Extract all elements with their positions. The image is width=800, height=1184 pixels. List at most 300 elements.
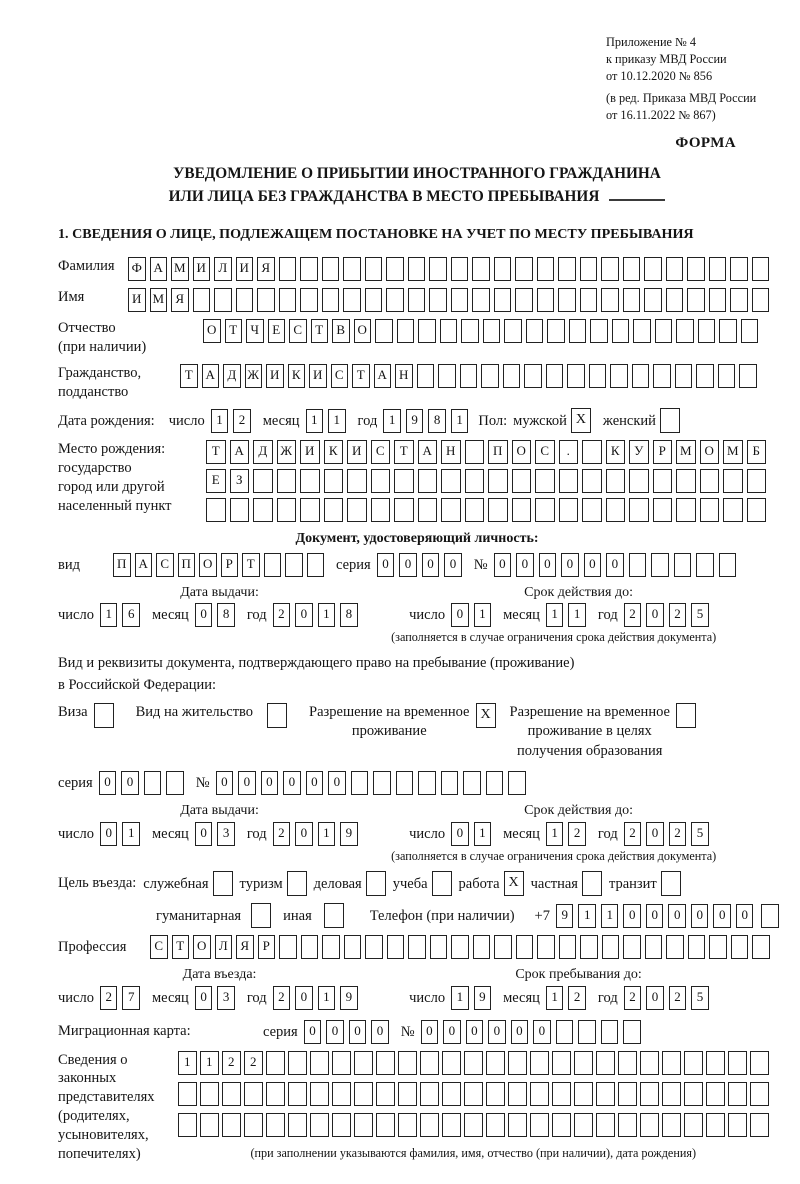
char-cell[interactable]: 0 — [444, 553, 462, 577]
char-cell[interactable]: 8 — [428, 409, 446, 433]
char-cell[interactable] — [222, 1082, 241, 1106]
char-cell[interactable] — [644, 257, 662, 281]
char-cell[interactable] — [512, 498, 532, 522]
char-cell[interactable] — [596, 1113, 615, 1137]
char-cell[interactable]: С — [371, 440, 391, 464]
char-cell[interactable]: 0 — [295, 603, 313, 627]
char-cell[interactable] — [375, 319, 393, 343]
char-cell[interactable] — [676, 498, 696, 522]
char-cell[interactable]: 2 — [273, 986, 291, 1010]
char-cell[interactable] — [386, 288, 404, 312]
char-cell[interactable]: 0 — [606, 553, 624, 577]
char-cell[interactable]: 0 — [451, 822, 469, 846]
char-cell[interactable]: 2 — [669, 822, 687, 846]
char-cell[interactable]: Т — [394, 440, 414, 464]
char-cell[interactable] — [418, 319, 436, 343]
char-cell[interactable] — [504, 319, 522, 343]
char-cell[interactable] — [387, 935, 405, 959]
char-cell[interactable]: 0 — [100, 822, 118, 846]
char-cell[interactable]: Я — [171, 288, 189, 312]
char-cell[interactable] — [417, 364, 435, 388]
char-cell[interactable] — [706, 1113, 725, 1137]
char-cell[interactable] — [559, 498, 579, 522]
char-cell[interactable] — [728, 1082, 747, 1106]
char-cell[interactable]: . — [559, 440, 579, 464]
char-cell[interactable] — [365, 935, 383, 959]
char-cell[interactable]: А — [374, 364, 392, 388]
char-cell[interactable] — [418, 498, 438, 522]
char-cell[interactable] — [752, 257, 770, 281]
char-cell[interactable]: Н — [395, 364, 413, 388]
char-cell[interactable]: 0 — [99, 771, 117, 795]
char-cell[interactable]: Т — [242, 553, 260, 577]
char-cell[interactable] — [632, 364, 650, 388]
char-cell[interactable] — [418, 771, 436, 795]
char-cell[interactable] — [408, 935, 426, 959]
char-cell[interactable] — [429, 288, 447, 312]
char-cell[interactable]: 0 — [511, 1020, 529, 1044]
char-cell[interactable] — [644, 288, 662, 312]
char-cell[interactable] — [618, 1051, 637, 1075]
char-cell[interactable] — [442, 1082, 461, 1106]
char-cell[interactable] — [666, 257, 684, 281]
purpose-checkbox-delovaya[interactable] — [366, 871, 386, 896]
char-cell[interactable]: 0 — [494, 553, 512, 577]
char-cell[interactable] — [623, 288, 641, 312]
char-cell[interactable]: С — [289, 319, 307, 343]
char-cell[interactable]: 1 — [546, 986, 564, 1010]
char-cell[interactable] — [332, 1082, 351, 1106]
char-cell[interactable] — [398, 1051, 417, 1075]
char-cell[interactable] — [530, 1113, 549, 1137]
char-cell[interactable] — [666, 935, 684, 959]
char-cell[interactable] — [322, 288, 340, 312]
char-cell[interactable] — [441, 469, 461, 493]
char-cell[interactable] — [376, 1051, 395, 1075]
temp-residence-checkbox[interactable]: X — [476, 703, 496, 728]
char-cell[interactable]: 0 — [443, 1020, 461, 1044]
char-cell[interactable]: 2 — [233, 409, 251, 433]
char-cell[interactable]: 0 — [399, 553, 417, 577]
char-cell[interactable]: Т — [206, 440, 226, 464]
char-cell[interactable] — [747, 498, 767, 522]
char-cell[interactable]: О — [354, 319, 372, 343]
char-cell[interactable]: А — [418, 440, 438, 464]
char-cell[interactable] — [508, 1051, 527, 1075]
char-cell[interactable]: 0 — [623, 904, 641, 928]
char-cell[interactable] — [676, 319, 694, 343]
char-cell[interactable] — [508, 1082, 527, 1106]
char-cell[interactable] — [552, 1113, 571, 1137]
char-cell[interactable]: 5 — [691, 986, 709, 1010]
char-cell[interactable]: 0 — [295, 986, 313, 1010]
char-cell[interactable]: Ж — [245, 364, 263, 388]
char-cell[interactable] — [347, 469, 367, 493]
char-cell[interactable] — [537, 257, 555, 281]
char-cell[interactable] — [300, 469, 320, 493]
char-cell[interactable] — [750, 1082, 769, 1106]
char-cell[interactable]: 0 — [736, 904, 754, 928]
char-cell[interactable] — [508, 1113, 527, 1137]
char-cell[interactable] — [558, 288, 576, 312]
char-cell[interactable]: Т — [225, 319, 243, 343]
char-cell[interactable] — [376, 1113, 395, 1137]
char-cell[interactable] — [343, 257, 361, 281]
char-cell[interactable] — [596, 1051, 615, 1075]
char-cell[interactable]: И — [193, 257, 211, 281]
char-cell[interactable] — [408, 257, 426, 281]
char-cell[interactable]: 2 — [624, 822, 642, 846]
char-cell[interactable]: Т — [172, 935, 190, 959]
char-cell[interactable] — [741, 319, 759, 343]
char-cell[interactable]: М — [676, 440, 696, 464]
char-cell[interactable] — [394, 469, 414, 493]
char-cell[interactable] — [515, 288, 533, 312]
char-cell[interactable]: 0 — [668, 904, 686, 928]
char-cell[interactable] — [618, 1113, 637, 1137]
char-cell[interactable]: Ж — [277, 440, 297, 464]
char-cell[interactable] — [515, 257, 533, 281]
char-cell[interactable] — [606, 469, 626, 493]
char-cell[interactable] — [602, 935, 620, 959]
char-cell[interactable] — [559, 935, 577, 959]
char-cell[interactable] — [483, 319, 501, 343]
char-cell[interactable] — [488, 498, 508, 522]
char-cell[interactable] — [277, 498, 297, 522]
char-cell[interactable]: 0 — [561, 553, 579, 577]
char-cell[interactable]: 0 — [516, 553, 534, 577]
char-cell[interactable]: 1 — [451, 409, 469, 433]
char-cell[interactable] — [687, 288, 705, 312]
char-cell[interactable]: С — [331, 364, 349, 388]
char-cell[interactable]: 1 — [578, 904, 596, 928]
char-cell[interactable] — [178, 1082, 197, 1106]
char-cell[interactable] — [300, 498, 320, 522]
char-cell[interactable]: 1 — [474, 822, 492, 846]
char-cell[interactable] — [569, 319, 587, 343]
char-cell[interactable] — [310, 1113, 329, 1137]
char-cell[interactable] — [730, 288, 748, 312]
char-cell[interactable]: 0 — [328, 771, 346, 795]
char-cell[interactable]: О — [512, 440, 532, 464]
char-cell[interactable] — [739, 364, 757, 388]
char-cell[interactable]: 1 — [546, 822, 564, 846]
char-cell[interactable] — [365, 288, 383, 312]
char-cell[interactable] — [761, 904, 779, 928]
char-cell[interactable] — [552, 1082, 571, 1106]
char-cell[interactable] — [666, 288, 684, 312]
char-cell[interactable] — [266, 1082, 285, 1106]
char-cell[interactable] — [451, 257, 469, 281]
char-cell[interactable] — [253, 469, 273, 493]
char-cell[interactable] — [486, 1051, 505, 1075]
char-cell[interactable] — [494, 257, 512, 281]
char-cell[interactable]: 1 — [328, 409, 346, 433]
char-cell[interactable]: В — [332, 319, 350, 343]
char-cell[interactable]: 0 — [422, 553, 440, 577]
char-cell[interactable]: И — [266, 364, 284, 388]
char-cell[interactable] — [310, 1051, 329, 1075]
char-cell[interactable]: Е — [206, 469, 226, 493]
char-cell[interactable] — [394, 498, 414, 522]
char-cell[interactable] — [503, 364, 521, 388]
char-cell[interactable]: 9 — [406, 409, 424, 433]
char-cell[interactable] — [441, 498, 461, 522]
char-cell[interactable] — [486, 1113, 505, 1137]
char-cell[interactable] — [629, 498, 649, 522]
char-cell[interactable] — [629, 553, 647, 577]
char-cell[interactable] — [552, 1051, 571, 1075]
char-cell[interactable] — [676, 469, 696, 493]
char-cell[interactable] — [310, 1082, 329, 1106]
visa-checkbox[interactable] — [94, 703, 114, 728]
char-cell[interactable] — [728, 1051, 747, 1075]
char-cell[interactable]: 1 — [568, 603, 586, 627]
char-cell[interactable] — [144, 771, 162, 795]
char-cell[interactable] — [236, 288, 254, 312]
char-cell[interactable] — [752, 288, 770, 312]
char-cell[interactable]: 2 — [568, 822, 586, 846]
char-cell[interactable] — [464, 1113, 483, 1137]
char-cell[interactable] — [214, 288, 232, 312]
char-cell[interactable]: 0 — [646, 603, 664, 627]
char-cell[interactable] — [653, 364, 671, 388]
char-cell[interactable]: 0 — [377, 553, 395, 577]
char-cell[interactable] — [601, 288, 619, 312]
char-cell[interactable] — [589, 364, 607, 388]
char-cell[interactable] — [684, 1113, 703, 1137]
char-cell[interactable] — [567, 364, 585, 388]
char-cell[interactable]: 1 — [601, 904, 619, 928]
char-cell[interactable] — [494, 935, 512, 959]
char-cell[interactable] — [397, 319, 415, 343]
purpose-checkbox-inaya[interactable] — [324, 903, 344, 928]
char-cell[interactable] — [623, 935, 641, 959]
char-cell[interactable] — [465, 440, 485, 464]
char-cell[interactable]: 2 — [568, 986, 586, 1010]
char-cell[interactable]: 1 — [383, 409, 401, 433]
char-cell[interactable]: М — [723, 440, 743, 464]
char-cell[interactable] — [747, 469, 767, 493]
char-cell[interactable]: 0 — [713, 904, 731, 928]
char-cell[interactable] — [222, 1113, 241, 1137]
char-cell[interactable]: 0 — [451, 603, 469, 627]
residence-permit-checkbox[interactable] — [267, 703, 287, 728]
char-cell[interactable]: О — [203, 319, 221, 343]
char-cell[interactable] — [700, 498, 720, 522]
char-cell[interactable]: 9 — [340, 822, 358, 846]
char-cell[interactable] — [524, 364, 542, 388]
char-cell[interactable]: 1 — [122, 822, 140, 846]
char-cell[interactable] — [698, 319, 716, 343]
char-cell[interactable]: И — [309, 364, 327, 388]
char-cell[interactable] — [354, 1082, 373, 1106]
char-cell[interactable]: К — [288, 364, 306, 388]
char-cell[interactable] — [696, 553, 714, 577]
char-cell[interactable]: У — [629, 440, 649, 464]
char-cell[interactable]: О — [193, 935, 211, 959]
char-cell[interactable]: 0 — [295, 822, 313, 846]
char-cell[interactable] — [655, 319, 673, 343]
char-cell[interactable] — [558, 257, 576, 281]
char-cell[interactable] — [580, 935, 598, 959]
char-cell[interactable] — [618, 1082, 637, 1106]
char-cell[interactable] — [578, 1020, 596, 1044]
char-cell[interactable] — [464, 1051, 483, 1075]
char-cell[interactable]: П — [178, 553, 196, 577]
char-cell[interactable] — [200, 1113, 219, 1137]
char-cell[interactable] — [440, 319, 458, 343]
char-cell[interactable] — [688, 935, 706, 959]
char-cell[interactable] — [684, 1082, 703, 1106]
char-cell[interactable]: 1 — [211, 409, 229, 433]
char-cell[interactable] — [279, 288, 297, 312]
char-cell[interactable]: И — [300, 440, 320, 464]
char-cell[interactable] — [709, 257, 727, 281]
char-cell[interactable] — [752, 935, 770, 959]
char-cell[interactable] — [253, 498, 273, 522]
char-cell[interactable]: 0 — [421, 1020, 439, 1044]
char-cell[interactable]: 1 — [318, 603, 336, 627]
char-cell[interactable] — [580, 288, 598, 312]
char-cell[interactable] — [438, 364, 456, 388]
char-cell[interactable] — [441, 771, 459, 795]
char-cell[interactable] — [396, 771, 414, 795]
char-cell[interactable] — [653, 469, 673, 493]
char-cell[interactable] — [633, 319, 651, 343]
char-cell[interactable] — [277, 469, 297, 493]
char-cell[interactable] — [166, 771, 184, 795]
char-cell[interactable]: 0 — [584, 553, 602, 577]
char-cell[interactable] — [301, 935, 319, 959]
char-cell[interactable] — [376, 1082, 395, 1106]
char-cell[interactable] — [629, 469, 649, 493]
char-cell[interactable] — [612, 319, 630, 343]
char-cell[interactable] — [718, 364, 736, 388]
char-cell[interactable] — [559, 469, 579, 493]
char-cell[interactable] — [574, 1082, 593, 1106]
char-cell[interactable] — [537, 935, 555, 959]
char-cell[interactable] — [354, 1051, 373, 1075]
char-cell[interactable] — [653, 498, 673, 522]
char-cell[interactable] — [516, 935, 534, 959]
char-cell[interactable] — [442, 1113, 461, 1137]
char-cell[interactable] — [288, 1113, 307, 1137]
char-cell[interactable]: 0 — [691, 904, 709, 928]
char-cell[interactable] — [343, 288, 361, 312]
char-cell[interactable]: 0 — [539, 553, 557, 577]
char-cell[interactable] — [750, 1113, 769, 1137]
char-cell[interactable] — [719, 319, 737, 343]
char-cell[interactable] — [662, 1082, 681, 1106]
char-cell[interactable] — [373, 771, 391, 795]
char-cell[interactable] — [486, 1082, 505, 1106]
char-cell[interactable] — [465, 469, 485, 493]
char-cell[interactable] — [675, 364, 693, 388]
char-cell[interactable] — [596, 1082, 615, 1106]
purpose-checkbox-sluzhebnaya[interactable] — [213, 871, 233, 896]
char-cell[interactable] — [451, 935, 469, 959]
char-cell[interactable]: 7 — [122, 986, 140, 1010]
char-cell[interactable] — [512, 469, 532, 493]
char-cell[interactable]: А — [230, 440, 250, 464]
char-cell[interactable]: 0 — [533, 1020, 551, 1044]
char-cell[interactable]: Я — [257, 257, 275, 281]
char-cell[interactable] — [465, 498, 485, 522]
char-cell[interactable]: С — [535, 440, 555, 464]
char-cell[interactable]: 1 — [318, 822, 336, 846]
char-cell[interactable] — [322, 935, 340, 959]
char-cell[interactable]: 9 — [340, 986, 358, 1010]
char-cell[interactable]: 1 — [318, 986, 336, 1010]
char-cell[interactable]: С — [156, 553, 174, 577]
char-cell[interactable]: 0 — [646, 986, 664, 1010]
char-cell[interactable] — [580, 257, 598, 281]
char-cell[interactable]: Д — [223, 364, 241, 388]
char-cell[interactable] — [728, 1113, 747, 1137]
char-cell[interactable]: К — [324, 440, 344, 464]
char-cell[interactable]: 2 — [273, 603, 291, 627]
char-cell[interactable] — [590, 319, 608, 343]
char-cell[interactable] — [526, 319, 544, 343]
char-cell[interactable]: 6 — [122, 603, 140, 627]
char-cell[interactable] — [684, 1051, 703, 1075]
char-cell[interactable]: И — [347, 440, 367, 464]
char-cell[interactable] — [408, 288, 426, 312]
char-cell[interactable] — [700, 469, 720, 493]
char-cell[interactable] — [730, 257, 748, 281]
char-cell[interactable]: 0 — [326, 1020, 344, 1044]
char-cell[interactable] — [344, 935, 362, 959]
char-cell[interactable] — [556, 1020, 574, 1044]
char-cell[interactable]: 2 — [624, 603, 642, 627]
char-cell[interactable]: 1 — [474, 603, 492, 627]
char-cell[interactable] — [537, 288, 555, 312]
char-cell[interactable] — [279, 257, 297, 281]
char-cell[interactable] — [398, 1082, 417, 1106]
char-cell[interactable]: 2 — [669, 603, 687, 627]
char-cell[interactable] — [488, 469, 508, 493]
char-cell[interactable]: 0 — [306, 771, 324, 795]
char-cell[interactable]: 1 — [200, 1051, 219, 1075]
char-cell[interactable]: А — [135, 553, 153, 577]
char-cell[interactable] — [230, 498, 250, 522]
char-cell[interactable] — [535, 498, 555, 522]
char-cell[interactable] — [365, 257, 383, 281]
char-cell[interactable] — [332, 1113, 351, 1137]
char-cell[interactable] — [574, 1113, 593, 1137]
char-cell[interactable]: 8 — [340, 603, 358, 627]
char-cell[interactable] — [582, 469, 602, 493]
char-cell[interactable] — [472, 257, 490, 281]
char-cell[interactable]: Б — [747, 440, 767, 464]
char-cell[interactable]: 0 — [216, 771, 234, 795]
char-cell[interactable] — [582, 440, 602, 464]
char-cell[interactable]: Ф — [128, 257, 146, 281]
char-cell[interactable] — [193, 288, 211, 312]
char-cell[interactable] — [651, 553, 669, 577]
char-cell[interactable]: 0 — [195, 603, 213, 627]
char-cell[interactable]: 0 — [488, 1020, 506, 1044]
char-cell[interactable]: К — [606, 440, 626, 464]
char-cell[interactable] — [547, 319, 565, 343]
char-cell[interactable]: Р — [653, 440, 673, 464]
char-cell[interactable] — [371, 469, 391, 493]
char-cell[interactable]: 8 — [217, 603, 235, 627]
char-cell[interactable] — [460, 364, 478, 388]
char-cell[interactable]: 0 — [466, 1020, 484, 1044]
char-cell[interactable]: 0 — [304, 1020, 322, 1044]
